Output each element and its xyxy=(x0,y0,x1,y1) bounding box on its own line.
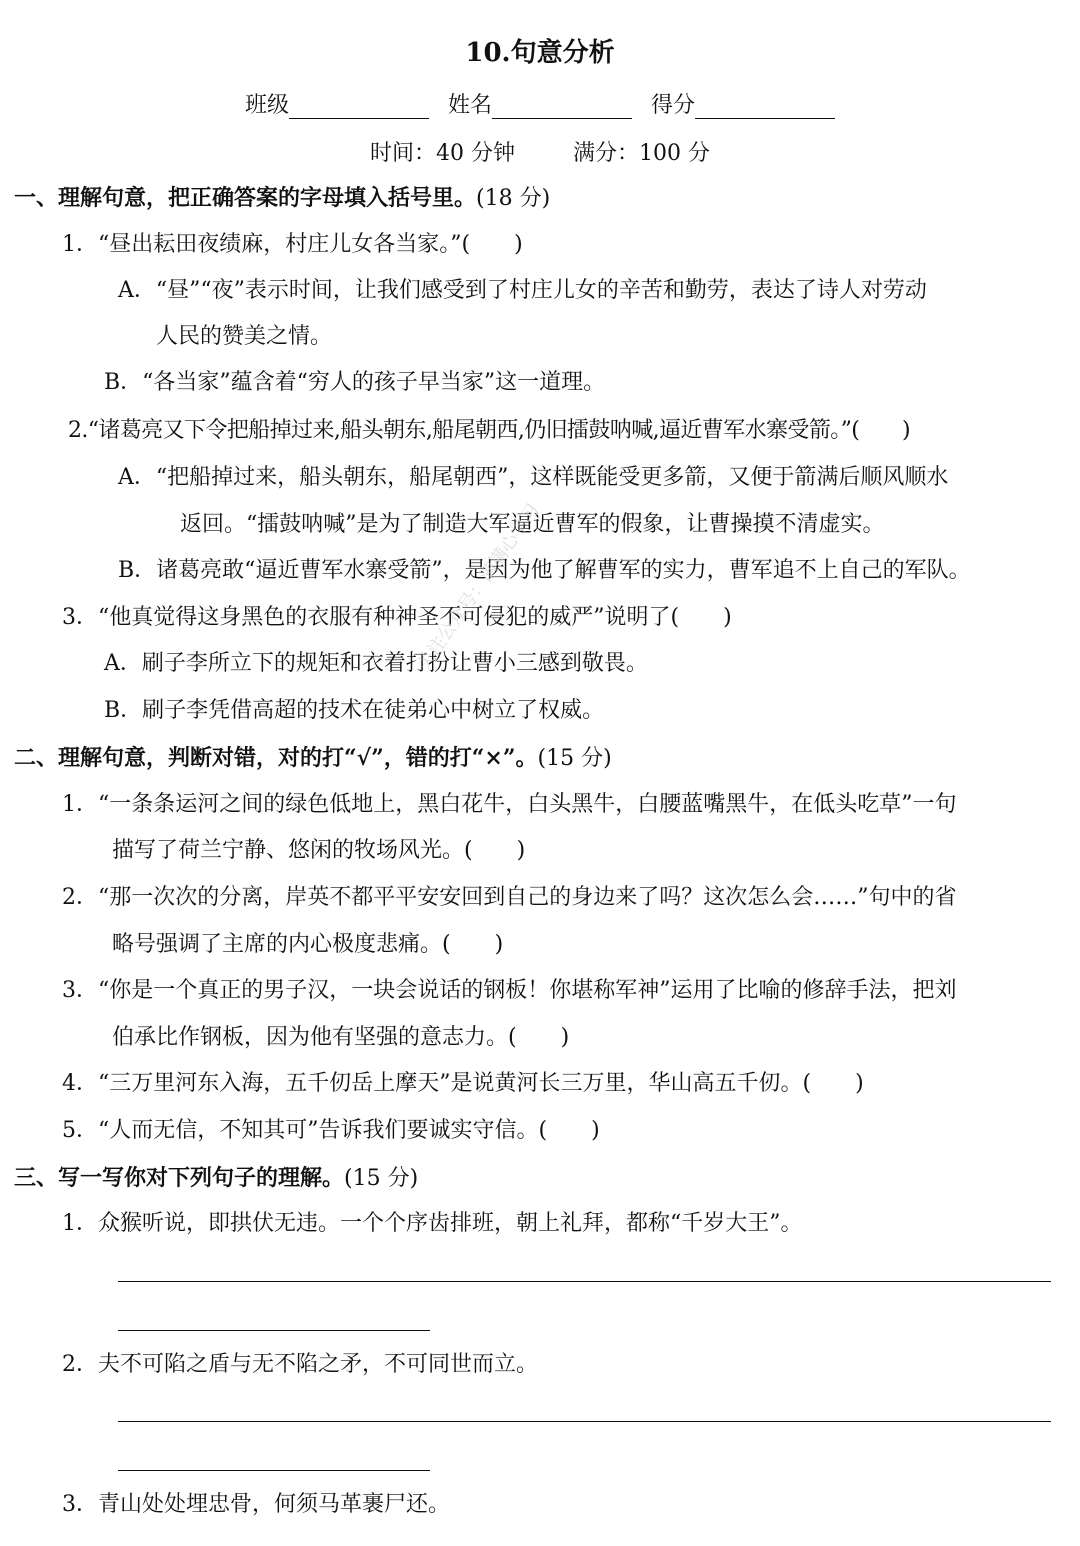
s1-q2-option-a: A．“把船掉过来，船头朝东，船尾朝西”，这样既能受更多箭，又便于箭满后顺风顺水 xyxy=(118,465,949,490)
s1-q3-option-a: A．刷子李所立下的规矩和衣着打扮让曹小三感到敬畏。 xyxy=(104,651,648,676)
s1-question-1: 1．“昼出耘田夜绩麻，村庄儿女各当家。”( ) xyxy=(62,232,523,257)
class-label: 班级 xyxy=(244,93,289,118)
s3-q1-answer-line-1[interactable] xyxy=(118,1281,1051,1282)
s3-q1-answer-line-2[interactable] xyxy=(118,1330,430,1331)
s2-question-2: 2．“那一次次的分离，岸英不都平平安安回到自己的身边来了吗？这次怎么会……”句中的省 xyxy=(62,885,957,910)
student-info-row xyxy=(0,88,1080,119)
s1-q2-option-a-cont: 返回。“擂鼓呐喊”是为了制造大军逼近曹军的假象，让曹操摸不清虚实。 xyxy=(180,512,885,537)
s1-q1-option-b: B．“各当家”蕴含着“穷人的孩子早当家”这一道理。 xyxy=(104,370,606,395)
name-blank[interactable] xyxy=(492,96,632,119)
s3-q2-answer-line-1[interactable] xyxy=(118,1421,1051,1422)
time-info: 时间：40 分钟 xyxy=(370,141,515,166)
s2-question-4: 4．“三万里河东入海，五千仞岳上摩天”是说黄河长三万里，华山高五千仞。( ) xyxy=(62,1071,864,1096)
watermark-text: 关注公众号：满满心学习 xyxy=(413,500,545,675)
s1-question-3: 3．“他真觉得这身黑色的衣服有种神圣不可侵犯的威严”说明了( ) xyxy=(62,605,732,630)
s2-question-1: 1．“一条条运河之间的绿色低地上，黑白花牛，白头黑牛，白腰蓝嘴黑牛，在低头吃草”一句 xyxy=(62,792,957,817)
s3-question-2: 2．夫不可陷之盾与无不陷之矛，不可同世而立。 xyxy=(62,1352,538,1377)
score-label: 得分 xyxy=(651,93,696,118)
s1-q3-option-b: B．刷子李凭借高超的技术在徒弟心中树立了权威。 xyxy=(104,698,605,723)
s3-q2-answer-line-2[interactable] xyxy=(118,1470,430,1471)
full-score-info: 满分：100 分 xyxy=(573,141,710,166)
exam-meta-row xyxy=(0,136,1080,167)
class-blank[interactable] xyxy=(289,96,429,119)
s2-question-5: 5．“人而无信，不知其可”告诉我们要诚实守信。( ) xyxy=(62,1118,600,1143)
page-title: 10.句意分析 xyxy=(465,38,615,68)
s3-question-1: 1．众猴听说，即拱伏无违。一个个序齿排班，朝上礼拜，都称“千岁大王”。 xyxy=(62,1211,803,1236)
s1-q1-option-a: A．“昼”“夜”表示时间，让我们感受到了村庄儿女的辛苦和勤劳，表达了诗人对劳动 xyxy=(118,278,927,303)
section-2-heading: 二、理解句意，判断对错，对的打“√”，错的打“×”。(15 分) xyxy=(14,745,612,771)
s2-question-1-cont: 描写了荷兰宁静、悠闲的牧场风光。( ) xyxy=(112,838,526,863)
section-3-heading: 三、写一写你对下列句子的理解。(15 分) xyxy=(14,1165,419,1191)
section-1-heading: 一、理解句意，把正确答案的字母填入括号里。(18 分) xyxy=(14,185,551,211)
s1-question-2: 2.“诸葛亮又下令把船掉过来,船头朝东,船尾朝西,仍旧擂鼓呐喊,逼近曹军水寨受箭。”( ) xyxy=(68,418,911,443)
s2-question-2-cont: 略号强调了主席的内心极度悲痛。( ) xyxy=(112,932,504,957)
s2-question-3-cont: 伯承比作钢板，因为他有坚强的意志力。( ) xyxy=(112,1025,570,1050)
score-blank[interactable] xyxy=(695,96,835,119)
name-label: 姓名 xyxy=(447,93,492,118)
s1-q1-option-a-cont: 人民的赞美之情。 xyxy=(156,324,333,349)
s2-question-3: 3．“你是一个真正的男子汉，一块会说话的钢板！你堪称军神”运用了比喻的修辞手法，把刘 xyxy=(62,978,957,1003)
s3-question-3: 3．青山处处埋忠骨，何须马革裹尸还。 xyxy=(62,1492,450,1517)
s1-q2-option-b: B．诸葛亮敢“逼近曹军水寨受箭”，是因为他了解曹军的实力，曹军追不上自己的军队。 xyxy=(118,558,971,583)
